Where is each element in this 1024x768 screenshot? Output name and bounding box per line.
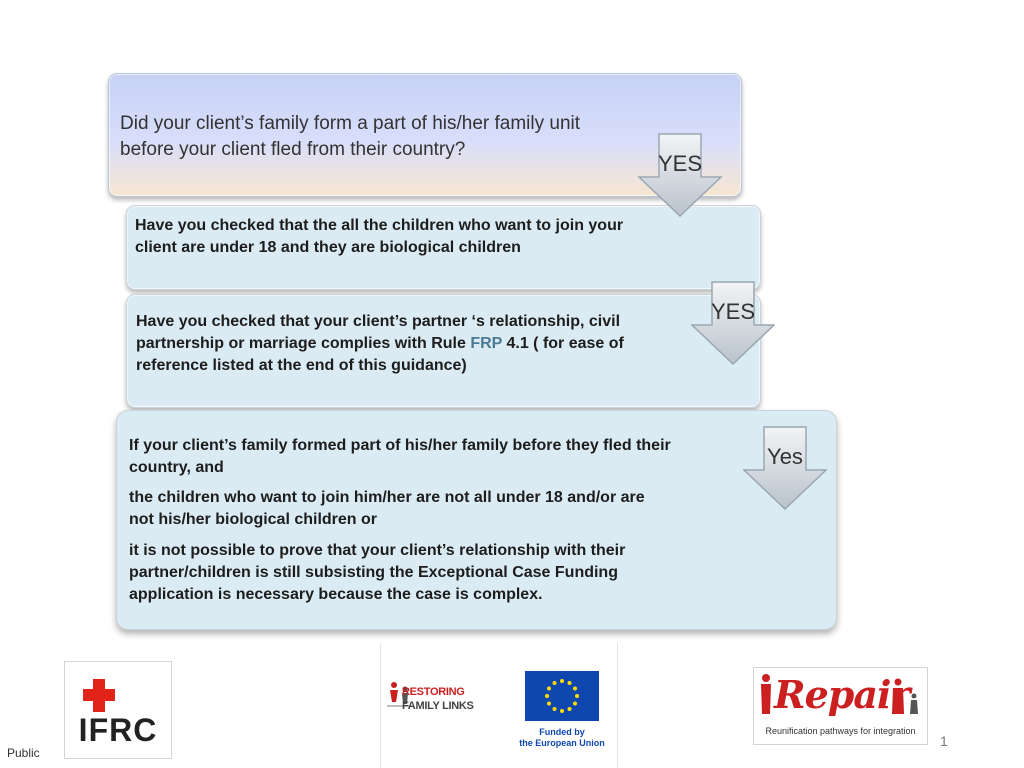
restoring-family-links-logo bbox=[385, 676, 483, 718]
yes-arrow-3 bbox=[743, 426, 827, 510]
eu-funded-line1: Funded by bbox=[539, 727, 585, 737]
conclusion-box bbox=[116, 410, 837, 630]
repair-subtitle: Reunification pathways for integration bbox=[765, 726, 916, 736]
conclusion-paragraph-1: If your client’s family formed part of his/her family before they fled their country, and bbox=[129, 437, 671, 476]
repair-wordmark: Repair bbox=[774, 672, 910, 717]
question-3-text bbox=[136, 311, 626, 377]
yes-arrow-2 bbox=[691, 281, 775, 365]
classification-label: Public bbox=[7, 746, 40, 760]
question-box-3 bbox=[126, 294, 761, 408]
ifrc-logo bbox=[64, 661, 172, 759]
question-box-2 bbox=[126, 205, 761, 290]
conclusion-paragraph-2: the children who want to join him/her are not all under 18 and/or are not his/her biological children or bbox=[129, 489, 645, 528]
frp-term: FRP bbox=[470, 335, 503, 352]
ifrc-wordmark: IFRC bbox=[78, 712, 158, 748]
footer-divider bbox=[380, 643, 381, 768]
rfl-wordmark-line2: FAMILY LINKS bbox=[402, 700, 474, 712]
conclusion-paragraph-3: it is not possible to prove that your client’s relationship with their partner/children is still subsisting the Exceptional Case Funding application is necessary because the case is complex. bbox=[129, 542, 626, 603]
eu-funding-logo bbox=[519, 671, 605, 753]
eu-flag-icon bbox=[525, 671, 599, 721]
repair-logo bbox=[753, 667, 928, 745]
question-1-text: Did your client’s family form a part of his/her family unit before your client fled from their country? bbox=[120, 113, 581, 160]
footer-divider bbox=[617, 643, 618, 768]
question-3-text-part1: Have you checked that your client’s partner ‘s relationship, civil partnership or marriage complies with Rule bbox=[136, 313, 621, 352]
question-2-text: Have you checked that the all the children who want to join your client are under 18 and they are biological children bbox=[135, 217, 624, 256]
eu-funded-line2: the European Union bbox=[519, 738, 605, 748]
page-number: 1 bbox=[940, 733, 948, 749]
question-3-text-part2: 4.1 ( for ease of reference listed at the end of this guidance) bbox=[136, 335, 624, 374]
yes-label-3: Yes bbox=[767, 444, 803, 469]
yes-arrow-1 bbox=[638, 133, 722, 217]
rfl-wordmark-line1: RESTORING bbox=[402, 686, 465, 698]
yes-label-1: YES bbox=[657, 151, 703, 176]
yes-label-2: YES bbox=[710, 299, 756, 324]
